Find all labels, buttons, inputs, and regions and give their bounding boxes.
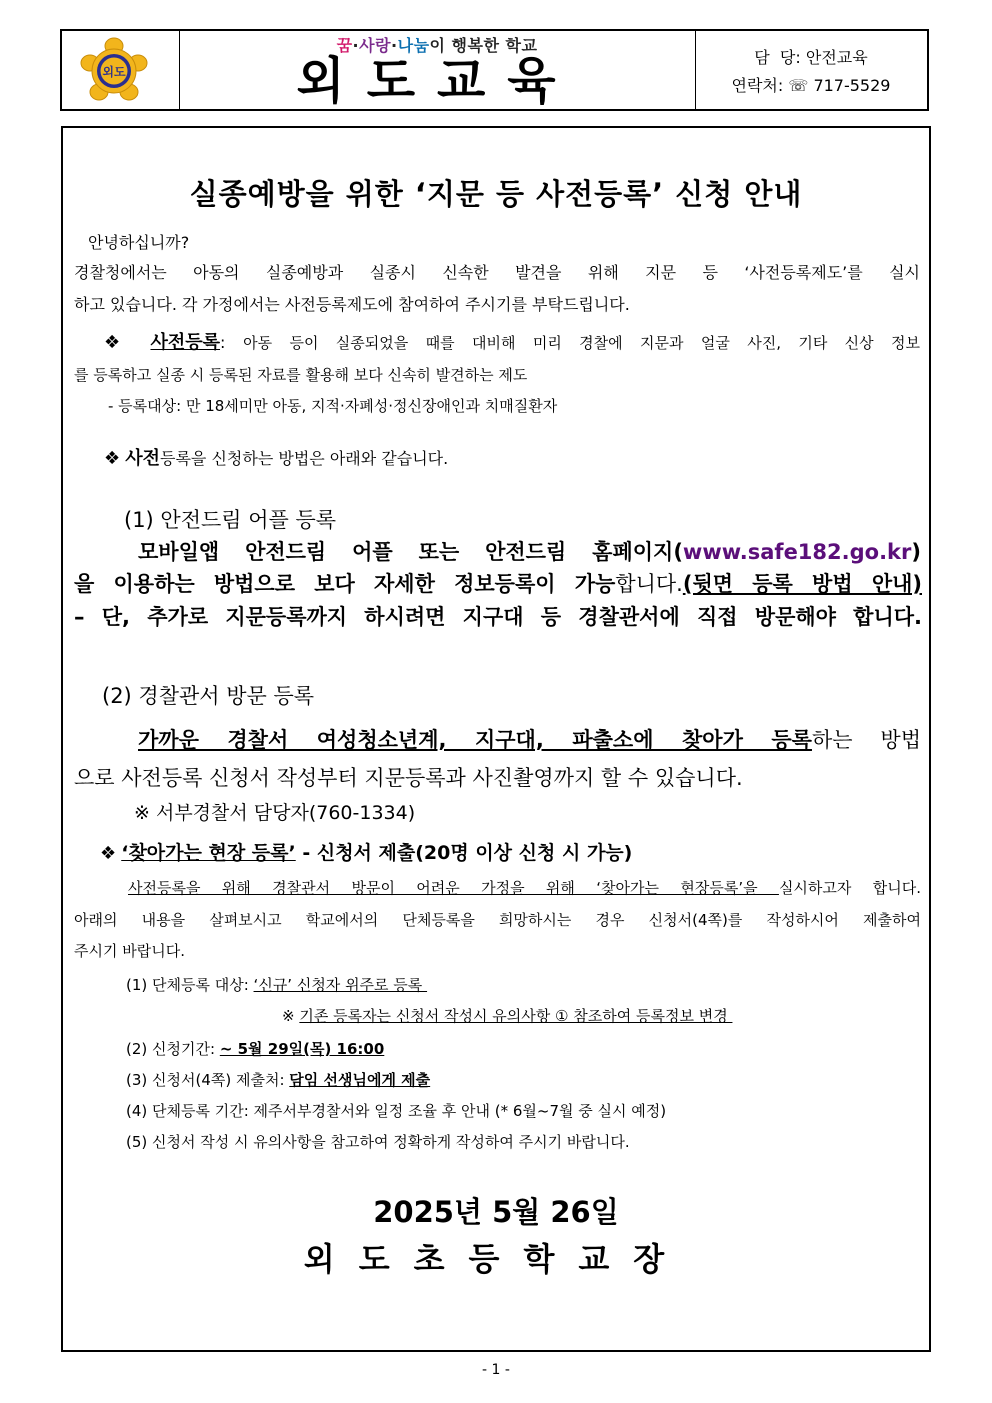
- methods-intro-text: 등록을 신청하는 방법은 아래와 같습니다.: [160, 449, 449, 468]
- police-contact-note: ※ 서부경찰서 담당자(760-1334): [134, 802, 416, 824]
- method2-line-1: [138, 724, 921, 754]
- definition-line-1: [104, 328, 920, 354]
- onsite-item-value: 기존 등록자는 신청서 작성시 유의사항 ① 참조하여 등록정보 변경: [299, 1007, 733, 1025]
- onsite-item-label: (3) 신청서(4쪽) 제출처:: [126, 1071, 290, 1089]
- definition-line-2: 를 등록하고 실종 시 등록된 자료를 활용해 보다 신속히 발견하는 제도: [74, 366, 528, 384]
- method1-text: 합니다.: [615, 572, 683, 596]
- greeting: 안녕하십니까?: [88, 233, 190, 252]
- masthead-cell: [179, 31, 696, 109]
- onsite-item-label: (2) 신청기간:: [126, 1040, 220, 1058]
- onsite-item-value: ~ 5월 29일(목) 16:00: [219, 1040, 385, 1058]
- safe182-link[interactable]: www.safe182.go.kr: [682, 540, 912, 564]
- method2-line-2: 으로 사전등록 신청서 작성부터 지문등록과 사진촬영까지 할 수 있습니다.: [74, 766, 743, 790]
- onsite-heading: [100, 838, 632, 865]
- onsite-text: 실시하고자 합니다.: [778, 879, 921, 897]
- onsite-item-label: (1) 단체등록 대상:: [126, 976, 254, 994]
- methods-intro: [104, 444, 448, 470]
- slogan-part: 이 행복한 학교: [429, 36, 538, 55]
- method2-heading: (2) 경찰관서 방문 등록: [102, 684, 315, 708]
- intro-line-1: 경찰청에서는 아동의 실종예방과 실종시 신속한 발견을 위해 지문 등 ‘사전등록제도’를 실시: [74, 263, 920, 282]
- slogan-part: 나눔: [397, 36, 430, 55]
- contact-person: 담 당: 안전교육: [754, 48, 868, 67]
- registration-target: - 등록대상: 만 18세미만 아동, 지적·자폐성·정신장애인과 치매질환자: [108, 397, 558, 415]
- bullet-icon: ❖: [100, 843, 117, 864]
- newsletter-header: [60, 29, 929, 111]
- slogan-part: ·: [352, 36, 360, 55]
- back-page-guide-note: (뒷면 등록 방법 안내): [682, 572, 922, 596]
- onsite-item: [126, 1038, 384, 1059]
- onsite-item: [126, 1069, 430, 1090]
- school-emblem-icon: [80, 37, 148, 105]
- method1-line-3: – 단, 추가로 지문등록까지 하시려면 지구대 등 경찰관서에 직접 방문해야 합니다.: [74, 605, 922, 629]
- notice-title: 실종예방을 위한 ‘지문 등 사전등록’ 신청 안내: [189, 177, 803, 211]
- method1-heading: (1) 안전드림 어플 등록: [124, 508, 337, 532]
- onsite-para-1: [128, 877, 921, 898]
- onsite-item: (5) 신청서 작성 시 유의사항을 참고하여 정확하게 작성하여 주시기 바랍니다.: [126, 1133, 630, 1151]
- method2-text: 하는 방법: [811, 728, 921, 752]
- method1-line-2: [74, 568, 922, 598]
- method1-text: ): [911, 540, 921, 564]
- intro-line-2: 하고 있습니다. 각 가정에서는 사전등록제도에 참여하여 주시기를 부탁드립니다.: [74, 295, 630, 314]
- slogan-part: ·: [391, 36, 398, 55]
- method1-line-1: [138, 536, 921, 566]
- principal-signature: 외도초등학교장: [303, 1240, 689, 1278]
- issue-date: 2025년 5월 26일: [373, 1195, 619, 1229]
- school-emblem-cell: [62, 31, 180, 109]
- onsite-para-2: 아래의 내용을 살펴보시고 학교에서의 단체등록을 희망하시는 경우 신청서(4쪽)를 작성하시어 제출하여: [74, 911, 921, 929]
- onsite-text: 사전등록을 위해 경찰관서 방문이 어려운 가정을 위해 ‘찾아가는 현장등록’을: [128, 879, 779, 897]
- definition-term: 사전등록: [150, 332, 221, 353]
- onsite-item: [126, 974, 427, 995]
- onsite-heading-detail: - 신청서 제출(20명 이상 신청 시 가능): [295, 842, 633, 864]
- page-number: - 1 -: [482, 1362, 510, 1378]
- onsite-item: [282, 1005, 732, 1026]
- definition-text: 아동 등이 실종되었을 때를 대비해 미리 경찰에 지문과 얼굴 사진, 기타 신상 정보: [243, 334, 921, 352]
- onsite-item-value: ‘신규’ 신청자 위주로 등록: [253, 976, 428, 994]
- definition-colon: :: [220, 333, 226, 352]
- method1-text: 을 이용하는 방법으로 보다 자세한 정보등록이 가능: [74, 572, 616, 596]
- contact-cell: [695, 31, 927, 109]
- slogan-part: 사랑: [359, 36, 392, 55]
- bullet-icon: ❖: [104, 448, 121, 469]
- onsite-item: (4) 단체등록 기간: 제주서부경찰서와 일정 조율 후 안내 (* 6월~7월 중 실시 예정): [126, 1102, 667, 1120]
- emblem-label: 외도: [102, 65, 126, 79]
- masthead-title: 외도교육: [296, 52, 578, 110]
- onsite-para-3: 주시기 바랍니다.: [74, 942, 185, 960]
- onsite-item-value: 담임 선생님에게 제출: [289, 1071, 431, 1089]
- onsite-heading-title: ‘찾아가는 현장 등록’: [121, 842, 296, 864]
- method1-text: 모바일앱 안전드림 어플 또는 안전드림 홈페이지(: [138, 540, 683, 564]
- contact-phone: 연락처: ☏ 717-5529: [731, 76, 891, 95]
- methods-intro-term: 사전: [125, 448, 161, 469]
- slogan-part: 꿈: [336, 36, 353, 55]
- bullet-icon: ❖: [104, 332, 133, 353]
- onsite-item-label: ※: [282, 1007, 300, 1025]
- method2-text: 가까운 경찰서 여성청소년계, 지구대, 파출소에 찾아가 등록: [138, 728, 812, 752]
